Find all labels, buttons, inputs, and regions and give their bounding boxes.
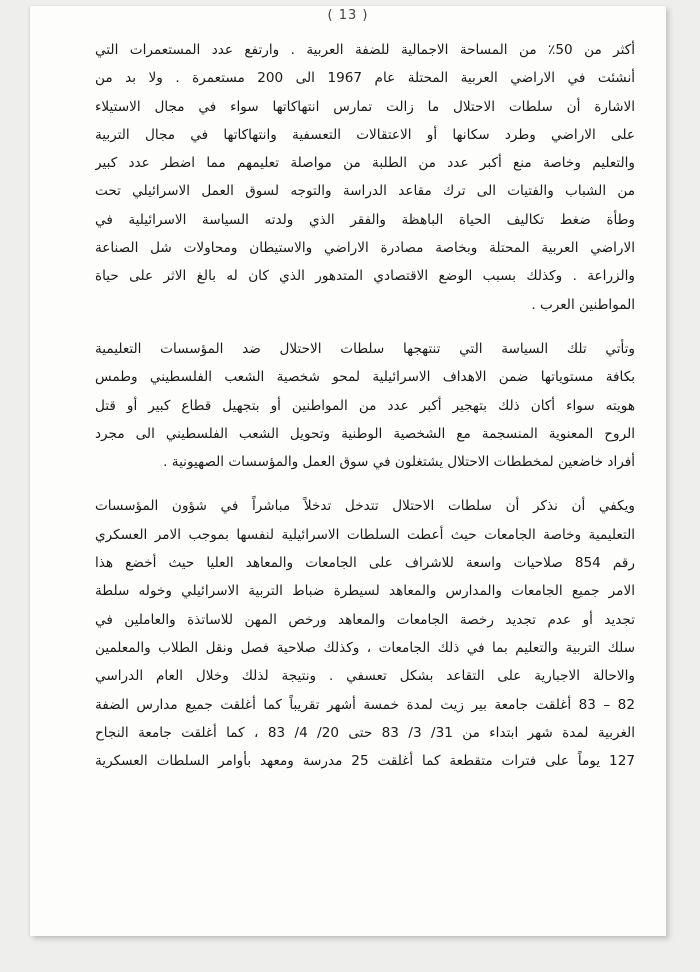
text-line: 127 يوماً على فترات متقطعة كما أغلقت 25 مدرسة ومعهد بأوامر السلطات العسكرية	[95, 753, 635, 770]
paragraph-1	[95, 36, 635, 319]
text-line: من الشباب والفتيات الى ترك مقاعد الدراسة والتوجه لسوق العمل الاسرائيلي تحت	[95, 183, 635, 200]
text-line: أكثر من 50٪ من المساحة الاجمالية للضفة العربية . وارتفع عدد المستعمرات التي	[95, 42, 635, 58]
text-line: أفراد خاضعين لمخططات الاحتلال يشتغلون في سوق العمل والمؤسسات الصهيونية .	[163, 454, 635, 471]
text-line: والتعليم وخاصة منع أكبر عدد من الطلبة من مواصلة تعليمهم مما اضطر عدد كبير	[95, 155, 635, 172]
text-line: الامر جميع الجامعات والمدارس والمعاهد لسيطرة ضباط التربية الاسرائيلي وخوله سلطة	[95, 583, 635, 600]
text-line: بكافة مستوياتها ضمن الاهداف الاسرائيلية لمحو شخصية الشعب الفلسطيني وطمس	[95, 369, 635, 386]
paragraph-gap	[95, 476, 635, 492]
text-line: تجديد أو عدم تجديد رخصة الجامعات والمعاهد ورخص المهن للاساتذة والعاملين في	[95, 611, 635, 628]
paragraph-gap	[95, 319, 635, 335]
text-line: الغربية لمدة شهر ابتداء من 31/ 3/ 83 حتى 20/ 4/ 83 ، كما أغلقت جامعة النجاح	[95, 724, 635, 741]
paragraph-2	[95, 335, 635, 476]
text-line: والاحالة الاجبارية على التقاعد بشكل تعسفي . ونتيجة لذلك وخلال العام الدراسي	[95, 668, 635, 685]
text-line: التعليمية وخاصة الجامعات حيث أعطت السلطات الاسرائيلية لنفسها بموجب الامر العسكري	[95, 526, 635, 543]
text-line: وطأة ضغط تكاليف الحياة الباهظة والفقر الذي ولدته السياسة الاسرائيلية في	[95, 211, 635, 228]
text-line: الاشارة أن سلطات الاحتلال ما زالت تمارس انتهاكاتها سواء في مجال الاستيلاء	[95, 98, 635, 115]
text-line: الاراضي العربية المحتلة وبخاصة مصادرة الاراضي والاستيطان ومحاولات شل الصناعة	[95, 240, 635, 257]
paragraph-3	[95, 492, 635, 775]
text-line: سلك التربية والتعليم بما في ذلك الجامعات ، وكذلك صلاحية فصل ونقل الطلاب والمعلمين	[95, 639, 635, 656]
text-line: الروح المعنوية المنسجمة مع الشخصية الوطنية وتحويل الشعب الفلسطيني الى مجرد	[95, 425, 635, 442]
text-line: والزراعة . وكذلك بسبب الوضع الاقتصادي المتدهور الذي كان له بالغ الاثر على حياة	[95, 268, 635, 285]
body-text	[95, 36, 635, 775]
text-line: ويكفي أن نذكر أن سلطات الاحتلال تتدخل تدخلاً مباشراً في شؤون المؤسسات	[95, 498, 635, 515]
text-line: رقم 854 صلاحيات واسعة للاشراف على الجامعات والمعاهد العليا حيث أخضع هذا	[95, 555, 635, 572]
text-line: على الاراضي وطرد سكانها أو الاعتقالات التعسفية وانتهاكاتها في مجال التربية	[95, 126, 635, 143]
text-line: 82 – 83 أغلقت جامعة بير زيت لمدة خمسة أشهر تقريباً كما أغلقت جميع مدارس الضفة	[95, 696, 635, 713]
text-line: هويته سواء أكان ذلك بتهجير أكبر عدد من المواطنين أو بتجهيل قطاع كبير أو قتل	[95, 397, 635, 414]
page-number: ( 13 )	[327, 8, 369, 23]
text-line: وتأتي تلك السياسة التي تنتهجها سلطات الاحتلال ضد المؤسسات التعليمية	[95, 340, 635, 357]
text-line: المواطنين العرب .	[531, 296, 635, 313]
document-page	[30, 6, 666, 936]
text-line: أنشئت في الاراضي العربية المحتلة عام 1967 الى 200 مستعمرة . ولا بد من	[95, 70, 635, 87]
